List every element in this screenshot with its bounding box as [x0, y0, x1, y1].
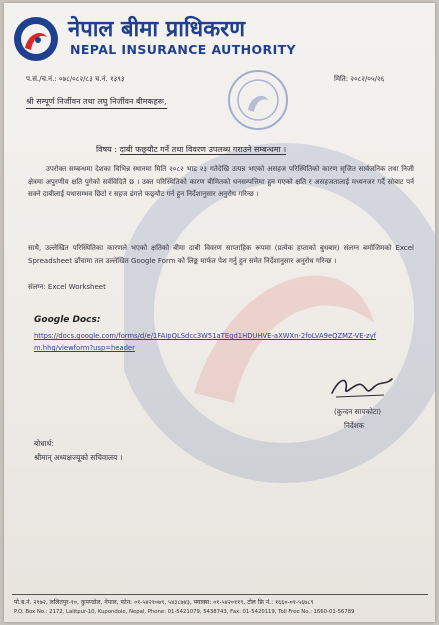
- footer-divider: [12, 594, 428, 595]
- reference-number: प.सं./च.नं.: ०७८/०८२/८३ च.नं. १३९३: [26, 75, 125, 83]
- footer-address-nepali: पो.ब.नं. २१७२, ललितपुर-१०, कुपण्डोल, नेपाल, फोन: ०१-५४२१०७९, ५४३८७४३, फ्याक्स: ०१-५४२०११९, टोल फ्रि नं.: १६६०-०१-५६७८९: [14, 599, 314, 606]
- body-paragraph-2: साथै, उल्लेखित परिस्थितिका कारणले भएको क्षतिको बीमा दाबी विवरण साप्ताहिक रूपमा (प्रत्येक हप्ताको बुधबार) संलग्न बमोजिमको Excel Spreadsheet ढाँचामा तल उल्लेखित Google Form को लिङ्क मार्फत पेश गर्नु हुन समेत निर्देशानुसार अनुरोध गरिन्छ ।: [28, 244, 414, 265]
- signatory-name: (कुन्दन सापकोटा): [334, 407, 382, 416]
- subject-text: दाबी फछ्र्यौट गर्ने तथा विवरण उपलब्ध गराउने सम्बन्धमा ।: [119, 145, 287, 154]
- org-name-english: NEPAL INSURANCE AUTHORITY: [70, 42, 297, 57]
- signatory-designation: निर्देशक: [344, 421, 365, 430]
- letter-date: मिति: २०८२/०५/२६: [334, 75, 385, 83]
- letter-page: [4, 3, 435, 622]
- signature-icon: [326, 371, 396, 403]
- org-name-nepali: नेपाल बीमा प्राधिकरण: [68, 17, 245, 42]
- google-docs-label: Google Docs:: [34, 315, 101, 325]
- cc-item: श्रीमान् अध्यक्षज्यूको सचिवालय ।: [34, 453, 123, 462]
- footer-address-english: P.O. Box No.: 2172, Lalitpur-10, Kupondole, Nepal, Phone: 01-5421079, 5438743, Fax: 01-5420119, Toll Free No.: 1660-01-56789: [14, 609, 355, 615]
- google-form-link[interactable]: https://docs.google.com/forms/d/e/1FAIpQLSdcc3W51aTEgd1HDUHVE-aXWXn-2foLVA9eQZMZ-VE-zyfm.hhg/viewform?usp=header: [34, 332, 377, 352]
- cc-label: बोधार्थ:: [34, 439, 54, 448]
- attachment-note: संलग्न: Excel Worksheet: [28, 283, 106, 291]
- subject-label: विषय :: [96, 145, 118, 154]
- body-paragraph-1: उपरोक्त सम्बन्धमा देशका विभिन्न स्थानमा मिति २०८२ भाद्र २३ गतेदेखि उत्पन्न भएको असहज परिस्थितिको कारण सृजित सार्वजनिक तथा निजी क्षेत्रमा अपुरणीय क्षति पुगेको सर्वविदितै छ । उक्त परिस्थितिको कारण बीमितको धनसम्पत्तिमा हुन गएको क्षति र असहजतालाई मध्यनजर गर्दै सोबाट पर्न सक्ने दाबीलाई यथासम्भव छिटो र सहज ढंगले फछ्र्यौट गर्न हुन निर्देशानुसार अनुरोध गरिन्छ ।: [28, 165, 414, 199]
- subject-line: [96, 144, 286, 155]
- recipient: श्री सम्पूर्ण निर्जीवन तथा लघु निर्जीवन बीमकहरू,: [26, 96, 167, 109]
- authority-logo-icon: [12, 15, 60, 63]
- official-stamp-icon: [226, 68, 290, 132]
